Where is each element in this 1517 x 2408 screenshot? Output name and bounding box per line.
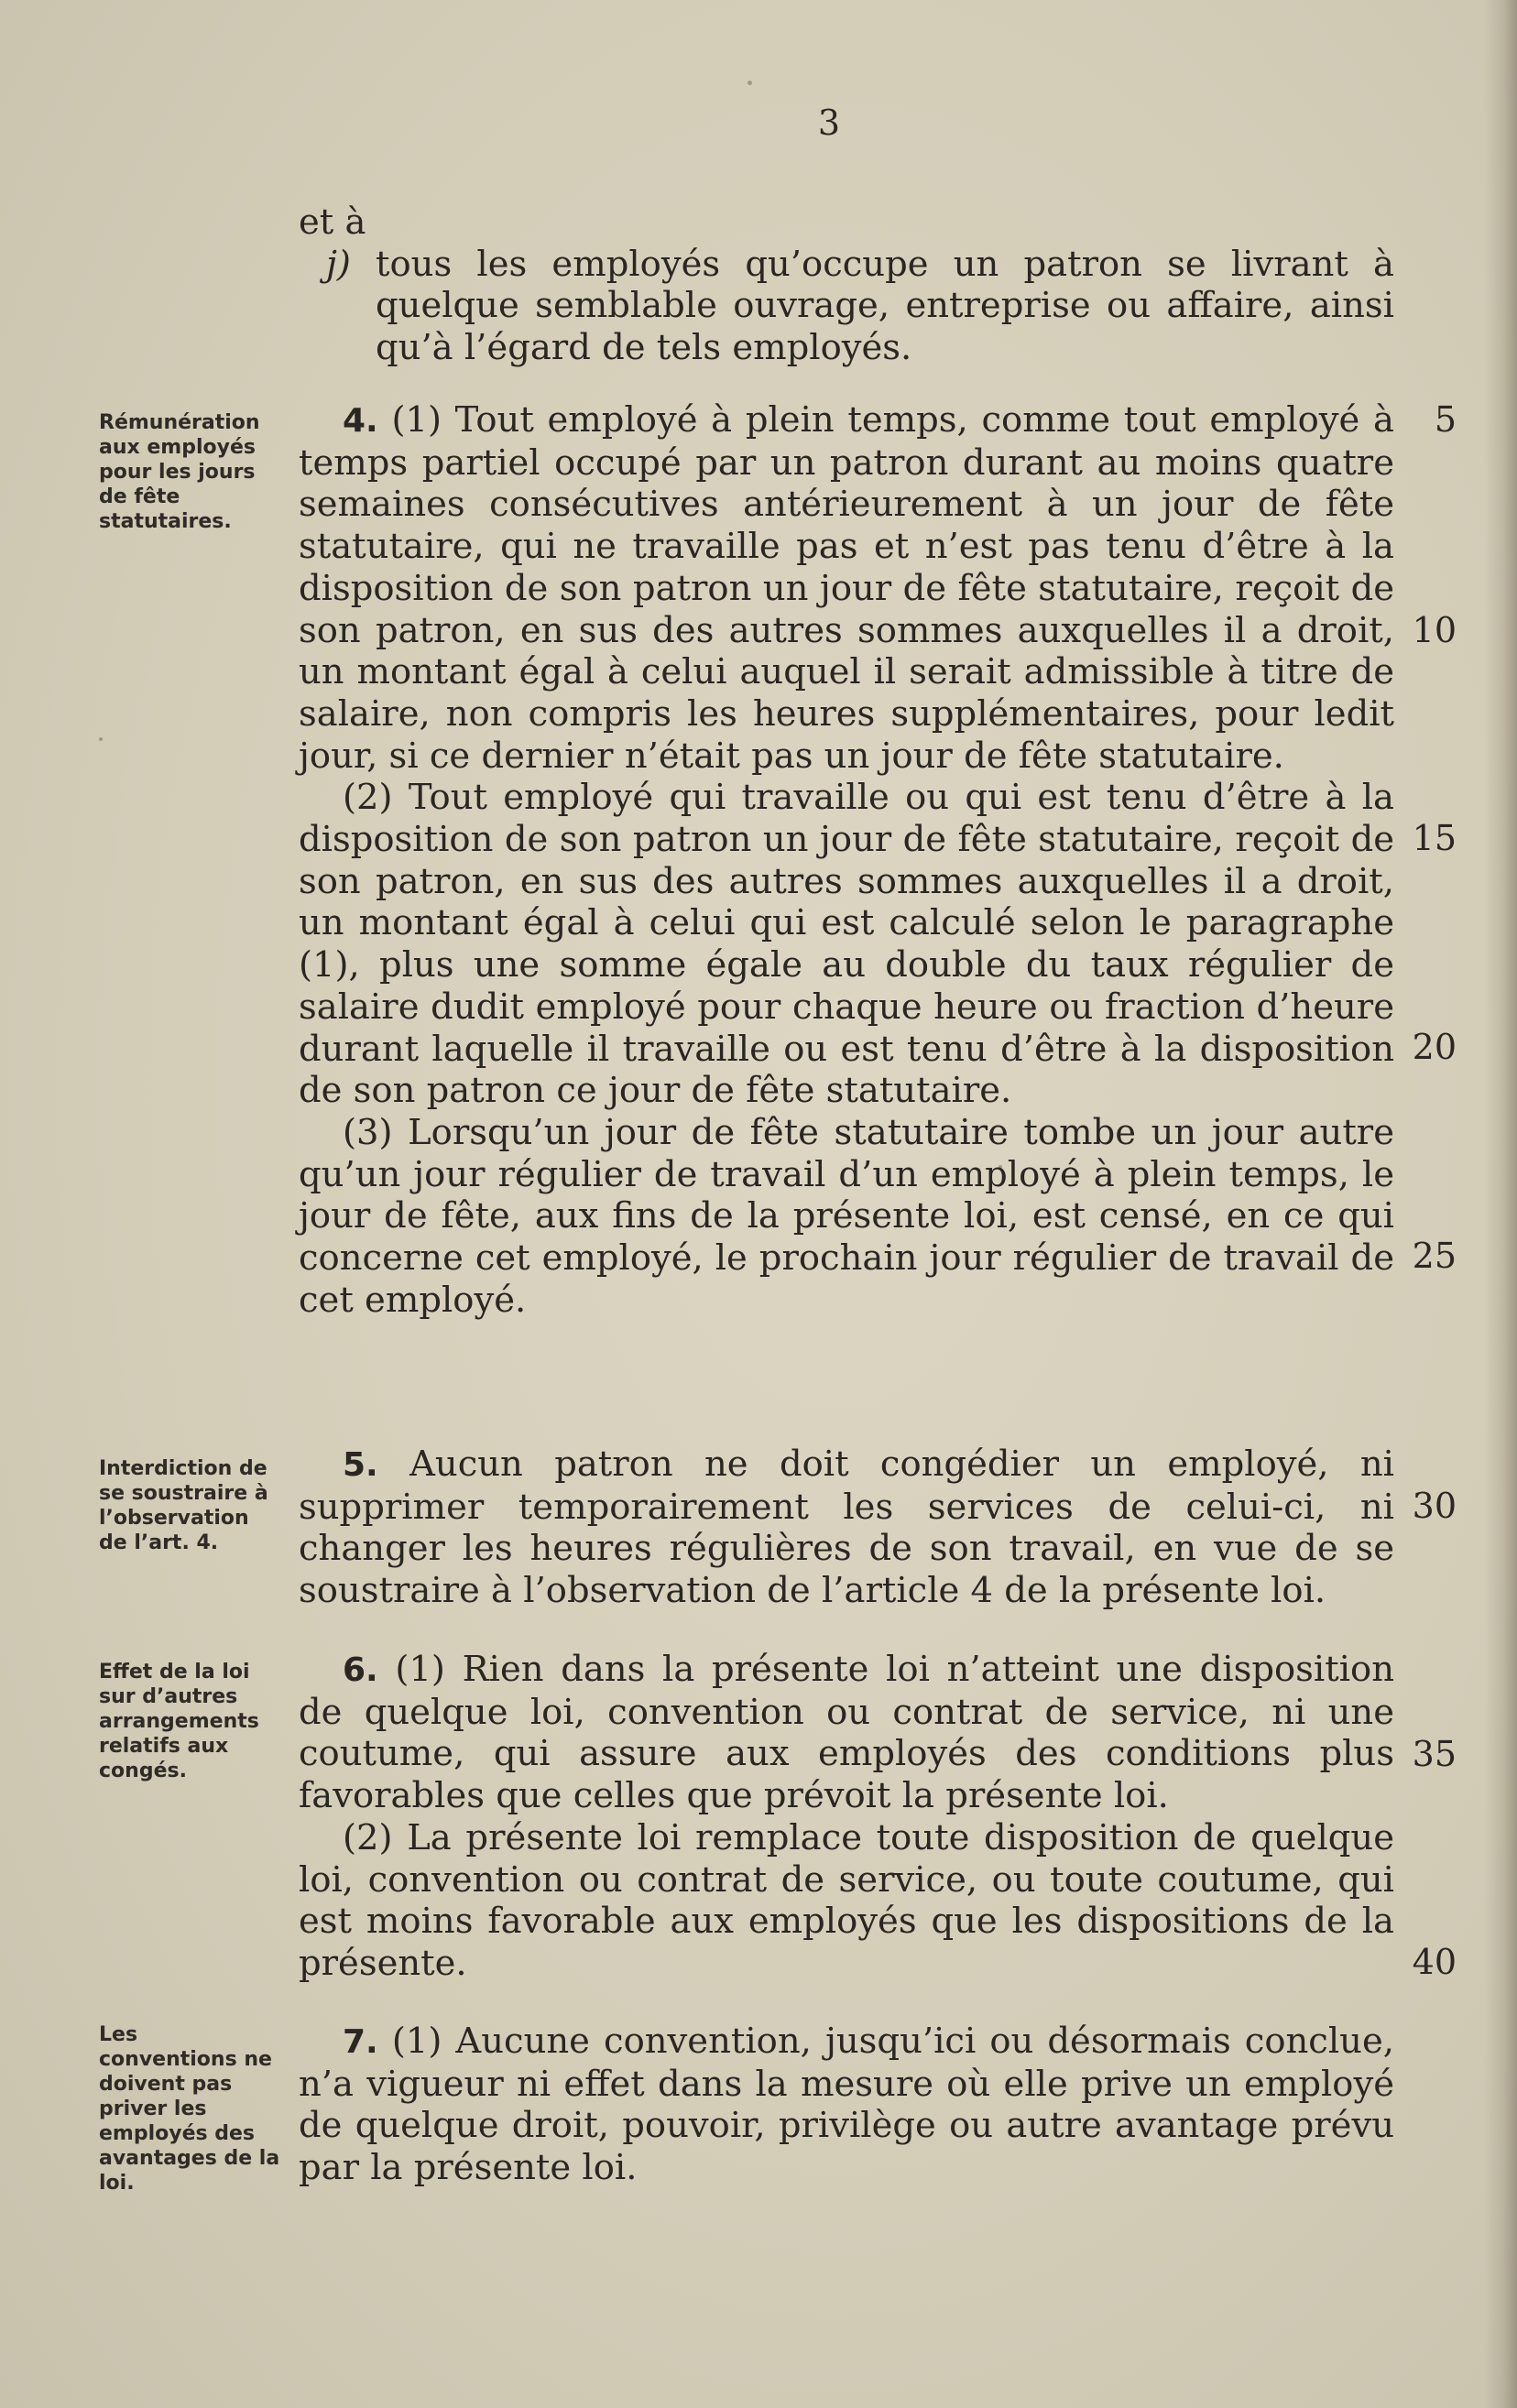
paper-speck bbox=[748, 81, 752, 85]
section-7-paragraph-1 bbox=[299, 2021, 1394, 2189]
margin-note-section-7: Les conventions ne doivent pas priver les employés des avantages de la loi. bbox=[99, 2023, 280, 2195]
section-6-paragraph-1 bbox=[299, 1649, 1394, 1817]
section-number: 4. bbox=[343, 402, 378, 440]
line-number: 15 bbox=[1412, 818, 1457, 858]
section-5 bbox=[299, 1444, 1394, 1612]
line-number: 20 bbox=[1412, 1027, 1457, 1067]
clause-text: tous les employés qu’occupe un patron se livrant à quelque semblable ouvrage, entreprise ou affaire, ainsi qu’à l’égard de tels employés. bbox=[376, 243, 1394, 369]
line-number: 5 bbox=[1434, 399, 1457, 440]
margin-note-section-4: Rémunération aux employés pour les jours de fête statutaires. bbox=[99, 411, 260, 533]
section-4-paragraph-3: (3) Lorsqu’un jour de fête statutaire tombe un jour autre qu’un jour régulier de travail d’un employé à plein temps, le jour de fête, aux fins de la présente loi, est censé, en ce qui concerne cet employé, le prochain jour régulier de travail de cet employé. bbox=[299, 1111, 1394, 1321]
margin-note-section-5: Interdiction de se soustraire à l’observation de l’art. 4. bbox=[99, 1457, 268, 1554]
section-number: 5. bbox=[343, 1446, 378, 1484]
paper-speck bbox=[99, 737, 103, 741]
intro-block bbox=[299, 202, 1394, 369]
page-edge-shadow bbox=[1484, 0, 1517, 2408]
paragraph-text: (1) Tout employé à plein temps, comme tout employé à temps partiel occupé par un patron durant au moins quatre semaines consécutives antérieurement à un jour de fête statutaire, qui ne travaille pas et n’est pas tenu d’être à la disposition de son patron un jour de fête statutaire, reçoit de son patron, en sus des autres sommes auxquelles il a droit, un montant égal à celui auquel il serait admissible à titre de salaire, non compris les heures supplémentaires, pour ledit jour, si ce dernier n’était pas un jour de fête statutaire. bbox=[299, 399, 1394, 777]
line-number-column bbox=[1402, 0, 1457, 2408]
page-number: 3 bbox=[817, 103, 841, 143]
line-number: 35 bbox=[1412, 1734, 1457, 1774]
section-5-paragraph-1 bbox=[299, 1444, 1394, 1612]
section-7 bbox=[299, 2021, 1394, 2189]
line-number: 30 bbox=[1412, 1486, 1457, 1526]
clause-letter: j) bbox=[326, 243, 351, 285]
line-number: 10 bbox=[1412, 610, 1457, 650]
section-6 bbox=[299, 1649, 1394, 1985]
margin-note-section-6: Effet de la loi sur d’autres arrangements relatifs aux congés. bbox=[99, 1661, 259, 1782]
section-number: 6. bbox=[343, 1651, 378, 1689]
paragraph-text: (1) Rien dans la présente loi n’atteint une disposition de quelque loi, convention ou contrat de service, ni une coutume, qui assure aux employés des conditions plus favorables que celles que prévoit la présente loi. bbox=[299, 1649, 1394, 1817]
section-6-paragraph-2: (2) La présente loi remplace toute disposition de quelque loi, convention ou contrat de service, ou toute coutume, qui est moins favorable aux employés que les dispositions de la présente. bbox=[299, 1816, 1394, 1984]
clause-j bbox=[299, 244, 1394, 369]
intro-lead: et à bbox=[299, 202, 366, 243]
section-4-paragraph-1 bbox=[299, 399, 1394, 777]
section-4-paragraph-2: (2) Tout employé qui travaille ou qui est tenu d’être à la disposition de son patron un jour de fête statutaire, reçoit de son patron, en sus des autres sommes auxquelles il a droit, un montant égal à celui qui est calculé selon le paragraphe (1), plus une somme égale au double du taux régulier de salaire dudit employé pour chaque heure ou fraction d’heure durant laquelle il travaille ou est tenu d’être à la disposition de son patron ce jour de fête statutaire. bbox=[299, 777, 1394, 1112]
section-4 bbox=[299, 399, 1394, 1321]
paragraph-text: (1) Aucune convention, jusqu’ici ou désormais conclue, n’a vigueur ni effet dans la mesure où elle prive un employé de quelque droit, pouvoir, privilège ou autre avantage prévu par la présente loi. bbox=[299, 2021, 1394, 2189]
section-number: 7. bbox=[343, 2023, 378, 2061]
paragraph-text: Aucun patron ne doit congédier un employé, ni supprimer temporairement les services de celui-ci, ni changer les heures régulières de son travail, en vue de se soustraire à l’observation de l’article 4 de la présente loi. bbox=[299, 1444, 1394, 1612]
line-number: 25 bbox=[1412, 1236, 1457, 1276]
line-number: 40 bbox=[1412, 1942, 1457, 1982]
